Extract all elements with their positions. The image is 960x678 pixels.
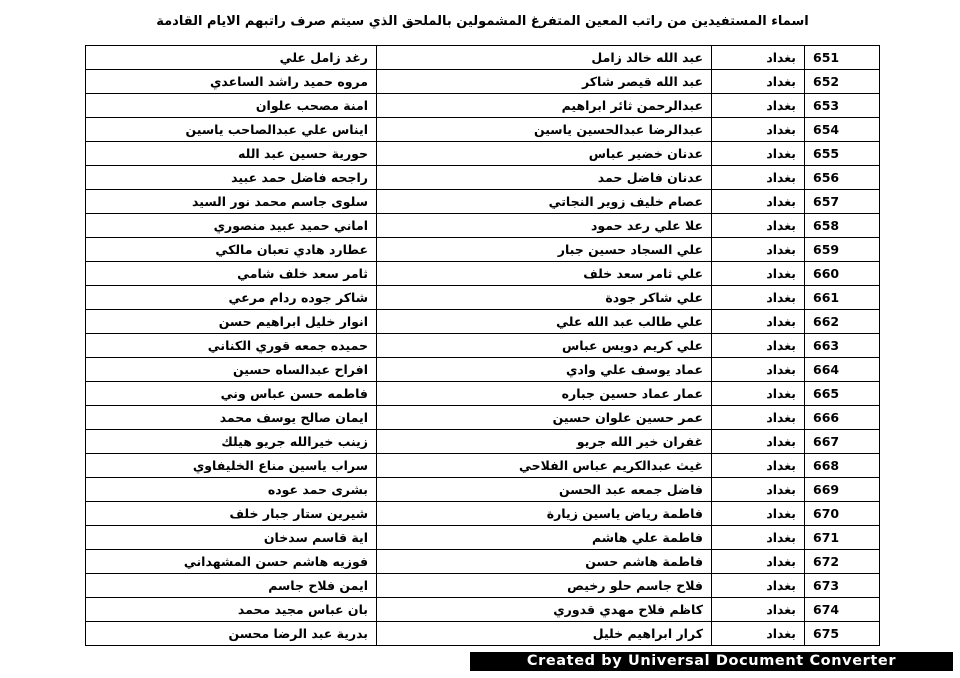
table-row bbox=[86, 430, 880, 454]
row-beneficiary-name: فاطمة علي هاشم bbox=[377, 526, 712, 550]
row-number: 663 bbox=[805, 334, 880, 358]
row-beneficiary-name: غيث عبدالكريم عباس الفلاحي bbox=[377, 454, 712, 478]
row-city: بغداد bbox=[712, 454, 805, 478]
row-city: بغداد bbox=[712, 430, 805, 454]
row-number: 671 bbox=[805, 526, 880, 550]
row-relative-name: شيرين ستار جبار خلف bbox=[86, 502, 377, 526]
row-city: بغداد bbox=[712, 310, 805, 334]
row-relative-name: مروه حميد راشد الساعدي bbox=[86, 70, 377, 94]
row-city: بغداد bbox=[712, 214, 805, 238]
table-row bbox=[86, 478, 880, 502]
row-number: 662 bbox=[805, 310, 880, 334]
row-number: 660 bbox=[805, 262, 880, 286]
table-row bbox=[86, 574, 880, 598]
row-city: بغداد bbox=[712, 550, 805, 574]
table-row bbox=[86, 358, 880, 382]
row-city: بغداد bbox=[712, 262, 805, 286]
row-relative-name: ثامر سعد خلف شامي bbox=[86, 262, 377, 286]
row-city: بغداد bbox=[712, 142, 805, 166]
beneficiaries-table bbox=[85, 45, 880, 646]
row-number: 666 bbox=[805, 406, 880, 430]
row-beneficiary-name: عدنان فاضل حمد bbox=[377, 166, 712, 190]
row-city: بغداد bbox=[712, 382, 805, 406]
row-beneficiary-name: عماد يوسف علي وادي bbox=[377, 358, 712, 382]
row-number: 664 bbox=[805, 358, 880, 382]
row-number: 656 bbox=[805, 166, 880, 190]
row-relative-name: اماني حميد عبيد منصوري bbox=[86, 214, 377, 238]
row-beneficiary-name: عمار عماد حسين جباره bbox=[377, 382, 712, 406]
table-row bbox=[86, 190, 880, 214]
row-beneficiary-name: علي السجاد حسين جبار bbox=[377, 238, 712, 262]
row-beneficiary-name: كاظم فلاح مهدي قدوري bbox=[377, 598, 712, 622]
row-beneficiary-name: عبد الله خالد زامل bbox=[377, 46, 712, 70]
row-beneficiary-name: فاطمة هاشم حسن bbox=[377, 550, 712, 574]
table-row bbox=[86, 334, 880, 358]
row-beneficiary-name: علي شاكر جودة bbox=[377, 286, 712, 310]
row-number: 669 bbox=[805, 478, 880, 502]
table-row bbox=[86, 310, 880, 334]
row-city: بغداد bbox=[712, 598, 805, 622]
beneficiaries-table-container bbox=[85, 45, 880, 641]
row-relative-name: انوار خليل ابراهيم حسن bbox=[86, 310, 377, 334]
row-city: بغداد bbox=[712, 238, 805, 262]
table-row bbox=[86, 46, 880, 70]
row-relative-name: ايناس علي عبدالصاحب ياسين bbox=[86, 118, 377, 142]
row-city: بغداد bbox=[712, 94, 805, 118]
row-relative-name: ايمن فلاح جاسم bbox=[86, 574, 377, 598]
row-number: 670 bbox=[805, 502, 880, 526]
page-title: اسماء المستفيدين من راتب المعين المتفرغ المشمولين بالملحق الذي سيتم صرف راتبهم الايام القادمة bbox=[156, 14, 809, 29]
row-city: بغداد bbox=[712, 478, 805, 502]
row-number: 665 bbox=[805, 382, 880, 406]
row-beneficiary-name: فاطمة رياض ياسين زيارة bbox=[377, 502, 712, 526]
row-relative-name: بدرية عبد الرضا محسن bbox=[86, 622, 377, 646]
row-beneficiary-name: عبد الله قيصر شاكر bbox=[377, 70, 712, 94]
converter-watermark: Created by Universal Document Converter bbox=[470, 652, 953, 671]
row-relative-name: فوزيه هاشم حسن المشهداني bbox=[86, 550, 377, 574]
row-relative-name: حورية حسين عبد الله bbox=[86, 142, 377, 166]
row-beneficiary-name: عمر حسين علوان حسين bbox=[377, 406, 712, 430]
row-city: بغداد bbox=[712, 286, 805, 310]
row-city: بغداد bbox=[712, 334, 805, 358]
row-beneficiary-name: علي ثامر سعد خلف bbox=[377, 262, 712, 286]
table-row bbox=[86, 406, 880, 430]
row-beneficiary-name: فاضل جمعه عبد الحسن bbox=[377, 478, 712, 502]
row-beneficiary-name: عصام خليف زوير النجاتي bbox=[377, 190, 712, 214]
row-relative-name: سلوى جاسم محمد نور السيد bbox=[86, 190, 377, 214]
table-row bbox=[86, 262, 880, 286]
row-relative-name: بشرى حمد عوده bbox=[86, 478, 377, 502]
row-relative-name: شاكر جوده ردام مرعي bbox=[86, 286, 377, 310]
row-relative-name: بان عباس مجيد محمد bbox=[86, 598, 377, 622]
row-relative-name: امنة مصحب علوان bbox=[86, 94, 377, 118]
row-number: 658 bbox=[805, 214, 880, 238]
row-city: بغداد bbox=[712, 46, 805, 70]
row-beneficiary-name: علي كريم دويس عباس bbox=[377, 334, 712, 358]
table-row bbox=[86, 214, 880, 238]
row-relative-name: رغد زامل علي bbox=[86, 46, 377, 70]
row-city: بغداد bbox=[712, 118, 805, 142]
row-beneficiary-name: عبدالرحمن ثائر ابراهيم bbox=[377, 94, 712, 118]
row-number: 655 bbox=[805, 142, 880, 166]
row-relative-name: راجحه فاضل حمد عبيد bbox=[86, 166, 377, 190]
row-number: 661 bbox=[805, 286, 880, 310]
table-row bbox=[86, 166, 880, 190]
row-city: بغداد bbox=[712, 190, 805, 214]
table-row bbox=[86, 598, 880, 622]
table-row bbox=[86, 502, 880, 526]
row-city: بغداد bbox=[712, 502, 805, 526]
row-number: 651 bbox=[805, 46, 880, 70]
row-number: 675 bbox=[805, 622, 880, 646]
row-beneficiary-name: عدنان خضير عباس bbox=[377, 142, 712, 166]
row-city: بغداد bbox=[712, 70, 805, 94]
row-beneficiary-name: كرار ابراهيم خليل bbox=[377, 622, 712, 646]
row-beneficiary-name: عبدالرضا عبدالحسين ياسين bbox=[377, 118, 712, 142]
row-number: 659 bbox=[805, 238, 880, 262]
row-number: 667 bbox=[805, 430, 880, 454]
row-number: 674 bbox=[805, 598, 880, 622]
table-row bbox=[86, 238, 880, 262]
row-relative-name: فاطمه حسن عباس وني bbox=[86, 382, 377, 406]
table-row bbox=[86, 94, 880, 118]
row-relative-name: افراح عبدالساه حسين bbox=[86, 358, 377, 382]
row-number: 652 bbox=[805, 70, 880, 94]
row-number: 657 bbox=[805, 190, 880, 214]
table-row bbox=[86, 526, 880, 550]
row-relative-name: حميده جمعه قوري الكناني bbox=[86, 334, 377, 358]
table-row bbox=[86, 118, 880, 142]
row-city: بغداد bbox=[712, 574, 805, 598]
row-beneficiary-name: علا علي رعد حمود bbox=[377, 214, 712, 238]
row-city: بغداد bbox=[712, 358, 805, 382]
table-row bbox=[86, 142, 880, 166]
table-row bbox=[86, 454, 880, 478]
row-relative-name: ايمان صالح يوسف محمد bbox=[86, 406, 377, 430]
table-row bbox=[86, 286, 880, 310]
row-city: بغداد bbox=[712, 622, 805, 646]
row-relative-name: سراب ياسين مناع الخليفاوي bbox=[86, 454, 377, 478]
row-beneficiary-name: فلاح جاسم حلو رخيص bbox=[377, 574, 712, 598]
row-number: 653 bbox=[805, 94, 880, 118]
row-number: 672 bbox=[805, 550, 880, 574]
table-row bbox=[86, 382, 880, 406]
table-row bbox=[86, 622, 880, 646]
table-row bbox=[86, 70, 880, 94]
table-row bbox=[86, 550, 880, 574]
row-relative-name: زينب خيرالله جريو هيلك bbox=[86, 430, 377, 454]
row-relative-name: اية قاسم سدخان bbox=[86, 526, 377, 550]
beneficiaries-table-body bbox=[86, 46, 880, 646]
row-number: 668 bbox=[805, 454, 880, 478]
row-city: بغداد bbox=[712, 166, 805, 190]
row-city: بغداد bbox=[712, 406, 805, 430]
row-city: بغداد bbox=[712, 526, 805, 550]
row-beneficiary-name: غفران خير الله جريو bbox=[377, 430, 712, 454]
row-number: 654 bbox=[805, 118, 880, 142]
row-number: 673 bbox=[805, 574, 880, 598]
row-relative-name: عطارد هادي تعبان مالكي bbox=[86, 238, 377, 262]
row-beneficiary-name: علي طالب عبد الله علي bbox=[377, 310, 712, 334]
